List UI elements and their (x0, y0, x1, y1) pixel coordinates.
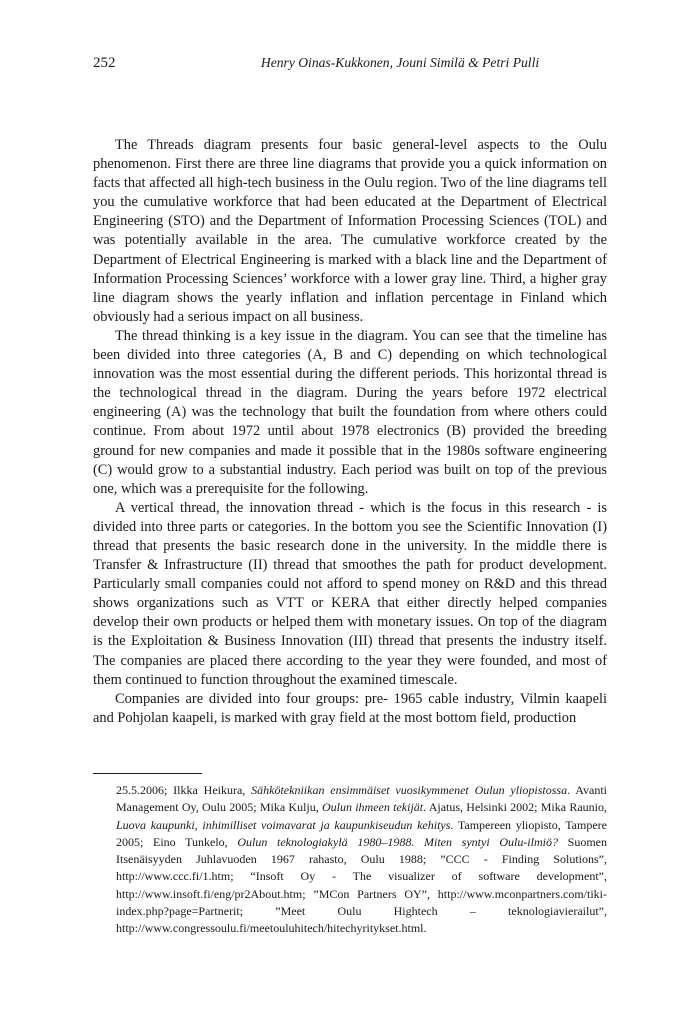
footnote-text: Suomen Itsenäisyyden Juhlavuoden 1967 rahasto, Oulu 1988; ”CCC - Finding Solutions”, http://www.ccc.fi/1.htm; “Insoft Oy - The visualizer of software development”, http://www.insoft.fi/eng/pr2About.htm; ”MCon Partners OY”, http://www.mconpartners.com/tiki-index.php?page=Partnerit; ”Meet Oulu Hightech – teknologiavierailut”, http://www.congressoulu.fi/meetouluhitech/hitechyritykset.html. (116, 834, 607, 936)
paragraph: The Threads diagram presents four basic general-level aspects to the Oulu phenomenon. First there are three line diagrams that provide you a quick information on facts that affected all high-tech business in the Oulu region. Two of the line diagrams tell you the cumulative workforce that had been educated at the Department of Electrical Engineering (STO) and the Department of Information Processing Sciences (TOL) and was potentially available in the area. The cumulative workforce created by the Department of Electrical Engineering is marked with a black line and the Department of Information Processing Sciences’ workforce with a lower gray line. Third, a higher gray line diagram shows the yearly inflation and inflation percentage in Finland which obviously had a serious impact on all business. (93, 137, 607, 325)
footnote-title: Luova kaupunki, inhimilliset voimavarat ja kaupunkiseudun kehitys (116, 817, 451, 832)
paragraph: A vertical thread, the innovation thread - which is the focus in this research - is divided into three parts or categories. In the bottom you see the Scientific Innovation (I) thread that presents the basic research done in the university. In the middle there is Transfer & Infrastructure (II) thread that smoothes the path for product development. Particularly small companies could not afford to spend money on R&D and this thread shows organizations such as VTT or KERA that either directly helped companies develop their own products or helped them with monetary issues. On top of the diagram is the Exploitation & Business Innovation (III) thread that presents the industry itself. The companies are placed there according to the year they were founded, and most of them continued to function throughout the examined timescale. (93, 499, 607, 688)
footnote-title: Oulun teknologiakylä 1980–1988. Miten syntyi Oulu-ilmiö? (237, 834, 558, 849)
footnote-title: Oulun ihmeen tekijät (321, 800, 424, 815)
footnote-text: . Tampereen yliopisto, Tampere 2005; Eino Tunkelo, (116, 817, 607, 849)
footnote-text: . Ajatus, Helsinki 2002; Mika Raunio, (423, 800, 607, 815)
footnote-text: 25.5.2006; Ilkka Heikura, (116, 783, 252, 797)
paragraph: Companies are divided into four groups: pre- 1965 cable industry, Vilmin kaapeli and Pohjolan kaapeli, is marked with gray field at the most bottom field, production (93, 690, 607, 726)
paragraph: The thread thinking is a key issue in the diagram. You can see that the timeline has been divided into three categories (A, B and C) depending on which technological innovation was the most essential during the different periods. This horizontal thread is the technological thread in the diagram. During the years before 1972 electrical engineering (A) was the technology that built the foundation from where others could continue. From about 1972 until about 1978 electronics (B) provided the breeding ground for new companies and made it possible that in the 1980s software engineering (C) would grow to a substantial industry. Each period was built on top of the previous one, which was a prerequisite for the following. (93, 327, 607, 497)
footnote-title: Sähkötekniikan ensimmäiset vuosikymmenet Oulun yliopistossa (251, 783, 568, 797)
footnote-text: . Avanti Management Oy, Oulu 2005; Mika Kulju, (116, 783, 608, 815)
footnote (116, 782, 607, 938)
footnote-rule (93, 773, 202, 774)
body-text (93, 136, 607, 728)
page-number: 252 (93, 55, 116, 71)
running-head: Henry Oinas-Kukkonen, Jouni Similä & Petri Pulli (260, 55, 540, 70)
